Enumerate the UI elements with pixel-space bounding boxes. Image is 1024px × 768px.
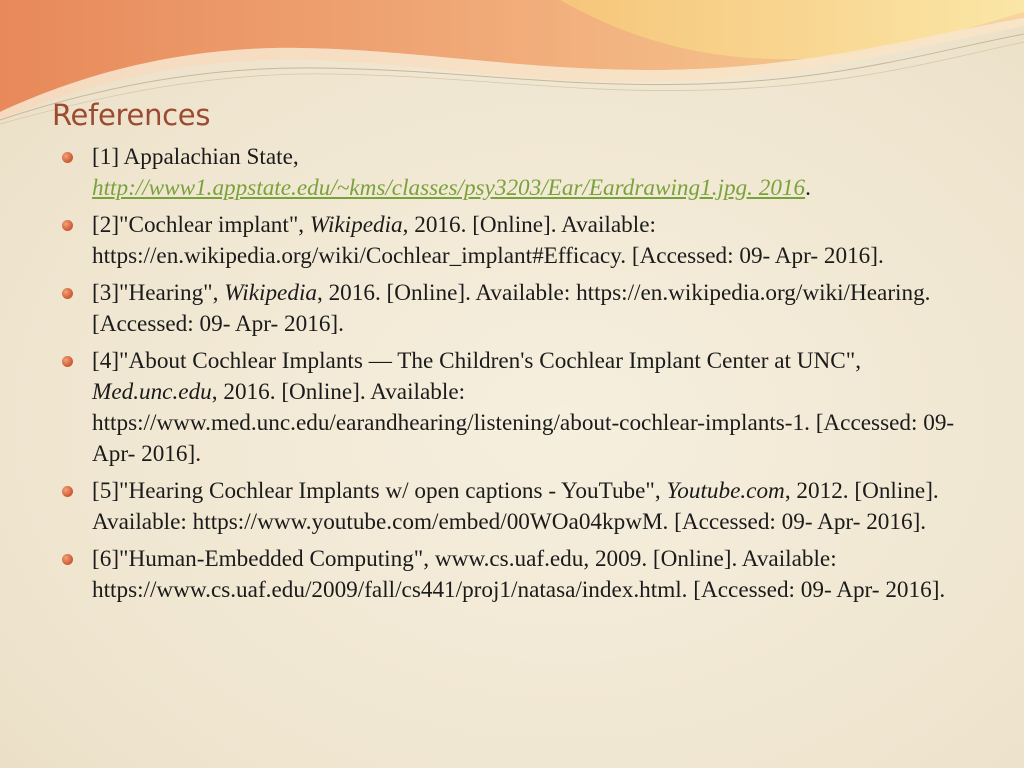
reference-item [62,210,962,272]
reference-item [62,142,962,204]
reference-lead: [3]"Hearing", [92,280,225,306]
bullet-icon [62,356,73,367]
reference-lead: [2]"Cochlear implant", [92,212,310,238]
reference-item [62,278,962,340]
reference-lead: [5]"Hearing Cochlear Implants w/ open captions - YouTube", [92,478,667,504]
reference-trail: , 2012. [Online]. Available: https://www.youtube.com/embed/00WOa04kpwM. [Accessed: 09- Apr- 2016]. [92,478,939,535]
bullet-icon [62,288,73,299]
bullet-icon [62,486,73,497]
reference-source: Youtube.com [666,478,785,504]
reference-trail: , 2016. [Online]. Available: https://en.wikipedia.org/wiki/Hearing. [Accessed: 09- Apr- 2016]. [92,280,931,337]
bullet-icon [62,554,73,565]
reference-lead: [1] Appalachian State, [92,144,299,170]
reference-source: Wikipedia [309,212,403,238]
reference-source: Med.unc.edu [92,379,212,405]
reference-item [62,544,962,606]
reference-trail: . [805,175,811,201]
reference-item [62,346,962,470]
reference-text: [6]"Human-Embedded Computing", www.cs.uaf.edu, 2009. [Online]. Available: https://www.cs.uaf.edu/2009/fall/cs441/proj1/natasa/index.html. [Accessed: 09- Apr- 2016]. [92,546,946,603]
page-title: References [52,98,211,132]
reference-trail: , 2016. [Online]. Available: https://en.wikipedia.org/wiki/Cochlear_implant#Efficacy. [Accessed: 09- Apr- 2016]. [92,212,884,269]
bullet-icon [62,220,73,231]
reference-source: Wikipedia [224,280,317,306]
bullet-icon [62,152,73,163]
reference-item [62,476,962,538]
reference-link[interactable]: http://www1.appstate.edu/~kms/classes/psy3203/Ear/Eardrawing1.jpg. 2016 [92,175,806,201]
reference-trail: , 2016. [Online]. Available: https://www.med.unc.edu/earandhearing/listening/about-cochlear-implants-1. [Accessed: 09- Apr- 2016]. [92,379,955,467]
reference-list [62,142,962,612]
reference-lead: [4]"About Cochlear Implants — The Children's Cochlear Implant Center at UNC", [92,348,862,374]
